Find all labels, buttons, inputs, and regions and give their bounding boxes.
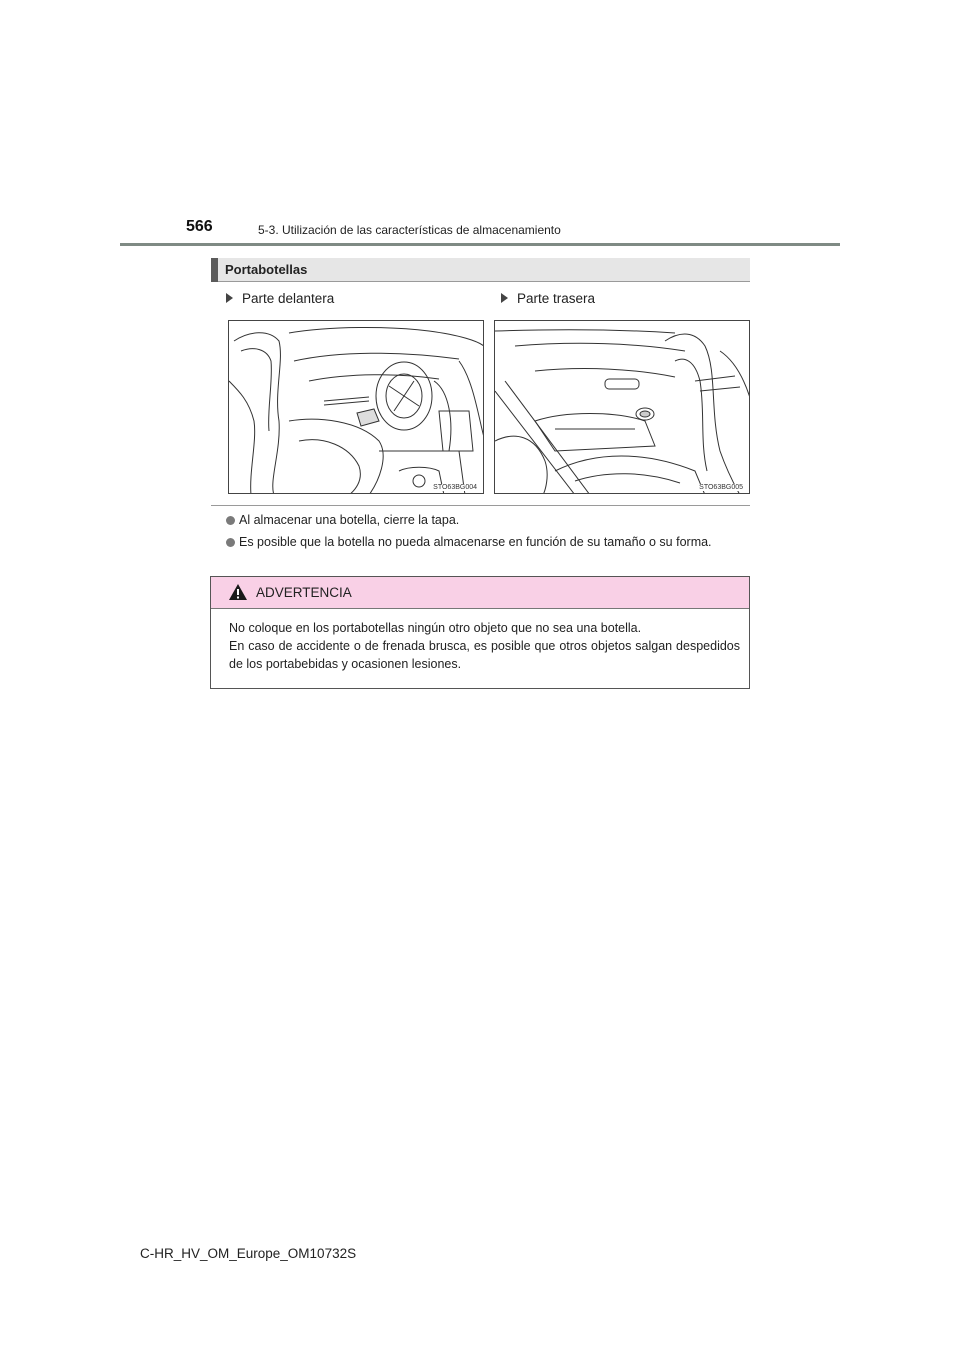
bullet-item [226,533,746,552]
bullet-dot-icon [226,538,235,547]
chapter-title: 5-3. Utilización de las características de almacenamiento [258,223,561,237]
figure-rear-code: STO63BG005 [699,484,743,491]
figure-label-rear [501,291,595,306]
bullet-dot-icon [226,516,235,525]
figure-rear-illustration [494,320,750,494]
footer-document-code: C-HR_HV_OM_Europe_OM10732S [140,1246,357,1261]
section-heading [211,258,750,282]
section-heading-label: Portabotellas [225,262,308,277]
header-divider [120,243,840,246]
bullet-text: Es posible que la botella no pueda almacenarse en función de su tamaño o su forma. [239,535,712,549]
bullet-text: Al almacenar una botella, cierre la tapa. [239,513,460,527]
warning-body [229,619,740,673]
warning-line: No coloque en los portabotellas ningún otro objeto que no sea una botella. [229,621,642,635]
warning-triangle-icon [228,583,248,601]
page-number: 566 [186,218,213,235]
warning-box [210,576,750,689]
section-heading-bar [211,258,218,282]
triangle-bullet-icon [226,293,233,303]
figure-front-illustration [228,320,484,494]
warning-header [211,577,749,609]
triangle-bullet-icon [501,293,508,303]
figure-label-rear-text: Parte trasera [517,291,596,306]
figure-label-front [226,291,334,306]
bullet-item [226,511,746,530]
warning-title: ADVERTENCIA [256,585,352,600]
figure-front-code: STO63BG004 [433,484,477,491]
warning-line: En caso de accidente o de frenada brusca, es posible que otros objetos salgan despedidos de los portabebidas y ocasionen lesiones. [229,639,740,671]
figure-label-front-text: Parte delantera [242,291,335,306]
section-divider [211,505,750,506]
